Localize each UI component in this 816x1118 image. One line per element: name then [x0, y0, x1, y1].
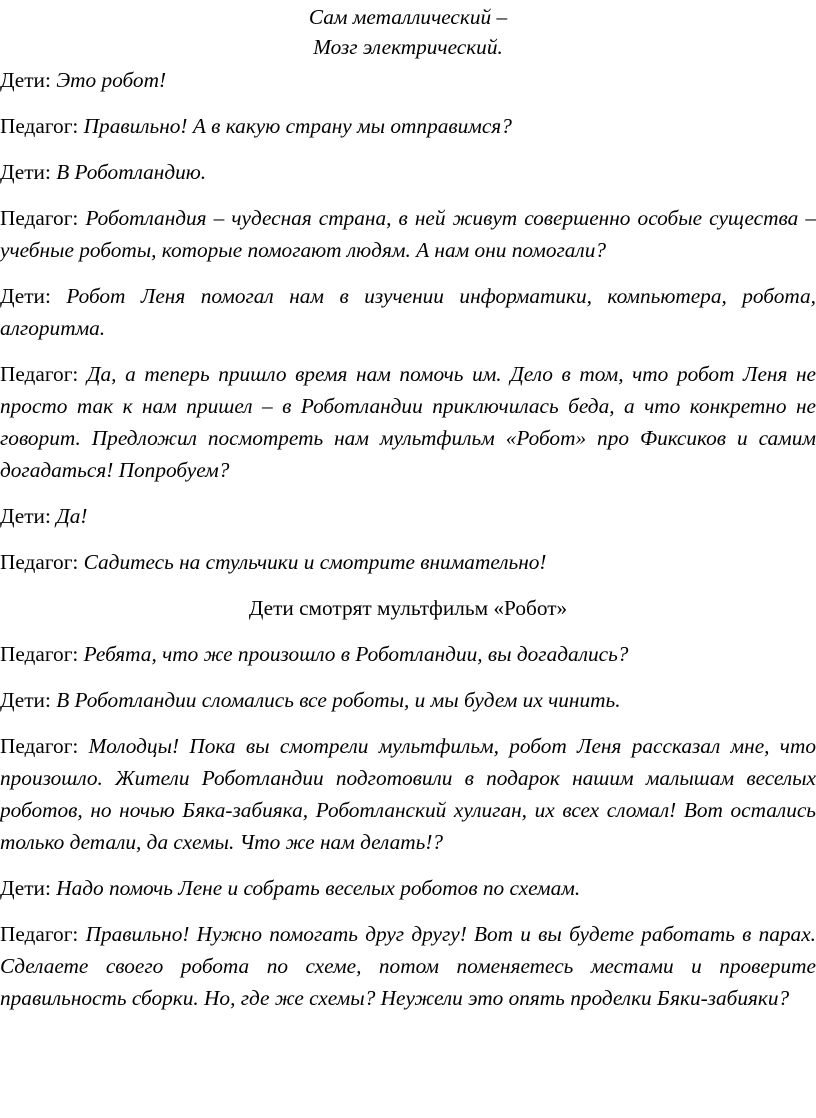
speech-text: Ребята, что же произошло в Роботландии, вы догадались?	[83, 642, 629, 666]
stage-direction: Дети смотрят мультфильм «Робот»	[248, 596, 568, 620]
speech-text: Роботландия – чудесная страна, в ней живут совершенно особые существа – учебные роботы, которые помогают людям. А нам они помогали?	[0, 206, 816, 262]
dialogue-part-1	[0, 64, 816, 578]
speaker-label: Педагог:	[0, 922, 86, 946]
speaker-label: Дети:	[0, 504, 57, 528]
dialogue-replica	[0, 546, 816, 578]
speech-text: В Роботландии сломались все роботы, и мы будем их чинить.	[56, 688, 621, 712]
dialogue-replica	[0, 156, 816, 188]
speech-text: Робот Леня помогал нам в изучении информатики, компьютера, робота, алгоритма.	[0, 284, 816, 340]
speaker-label: Педагог:	[0, 642, 84, 666]
dialogue-replica	[0, 500, 816, 532]
speech-text: Правильно! Нужно помогать друг другу! Вот и вы будете работать в парах. Сделаете своего робота по схеме, потом поменяетесь местами и проверите правильность сборки. Но, где же схемы? Неужели это опять проделки Бяки-забияки?	[0, 922, 816, 1010]
dialogue-replica	[0, 730, 816, 858]
speaker-label: Педагог:	[0, 734, 89, 758]
speech-text: Да, а теперь пришло время нам помочь им. Дело в том, что робот Леня не просто так к нам пришел – в Роботландии приключилась беда, а что конкретно не говорит. Предложил посмотреть нам мультфильм «Робот» про Фиксиков и самим догадаться! Попробуем?	[0, 362, 816, 482]
speaker-label: Педагог:	[0, 206, 86, 230]
dialogue-replica	[0, 872, 816, 904]
speaker-label: Педагог:	[0, 362, 87, 386]
dialogue-replica	[0, 110, 816, 142]
poem-line: Мозг электрический.	[313, 35, 503, 59]
speech-text: В Роботландию.	[56, 160, 207, 184]
dialogue-replica	[0, 202, 816, 266]
speech-text: Молодцы! Пока вы смотрели мультфильм, робот Леня рассказал мне, что произошло. Жители Роботландии подготовили в подарок нашим малышам веселых роботов, но ночью Бяка-забияка, Роботланский хулиган, их всех сломал! Вот остались только детали, да схемы. Что же нам делать!?	[0, 734, 816, 854]
dialogue-replica	[0, 638, 816, 670]
dialogue-replica	[0, 358, 816, 486]
speech-text: Это робот!	[56, 68, 167, 92]
speaker-label: Педагог:	[0, 550, 84, 574]
speech-text: Надо помочь Лене и собрать веселых роботов по схемам.	[56, 876, 581, 900]
speaker-label: Педагог:	[0, 114, 84, 138]
speech-text: Садитесь на стульчики и смотрите внимательно!	[83, 550, 547, 574]
speaker-label: Дети:	[0, 68, 57, 92]
speaker-label: Дети:	[0, 160, 57, 184]
dialogue-replica	[0, 280, 816, 344]
dialogue-replica	[0, 64, 816, 96]
speech-text: Да!	[56, 504, 88, 528]
speaker-label: Дети:	[0, 284, 67, 308]
speaker-label: Дети:	[0, 688, 57, 712]
speaker-label: Дети:	[0, 876, 57, 900]
speech-text: Правильно! А в какую страну мы отправимся?	[83, 114, 512, 138]
dialogue-replica	[0, 918, 816, 1014]
dialogue-replica	[0, 684, 816, 716]
dialogue-part-2	[0, 638, 816, 1014]
poem-line: Сам металлический –	[308, 5, 508, 29]
poem	[0, 0, 816, 62]
